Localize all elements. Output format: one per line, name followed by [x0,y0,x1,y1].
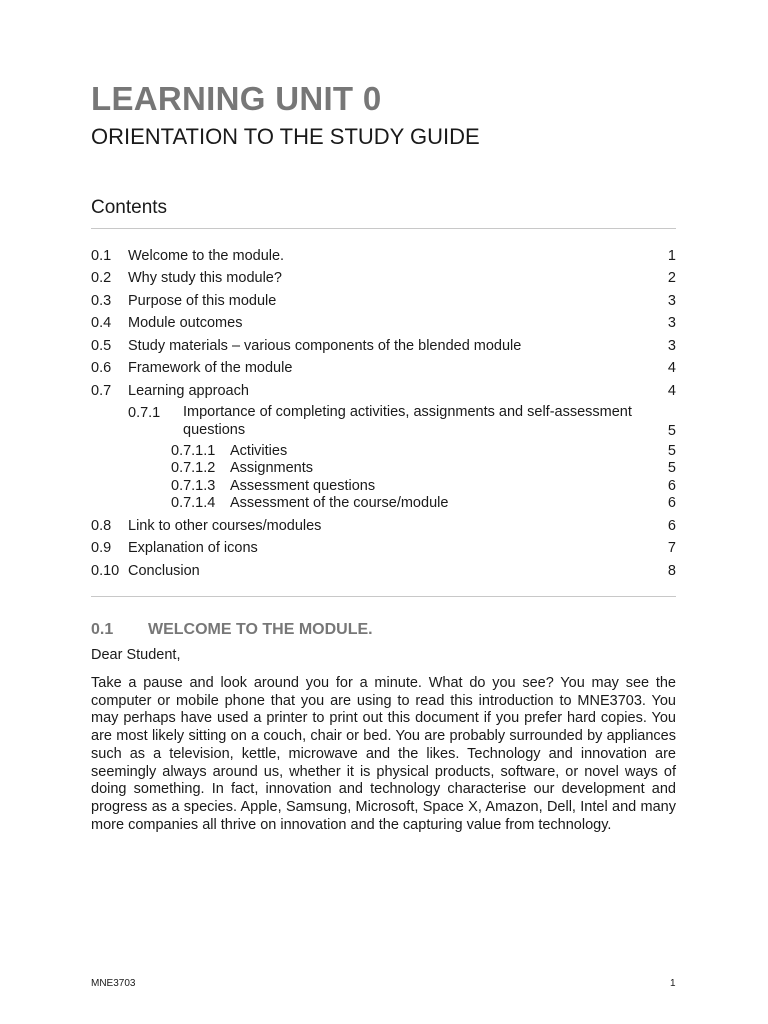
salutation: Dear Student, [91,647,181,663]
toc-entry-title: Importance of completing activities, assignments and self-assessment questions [183,404,632,438]
toc-entry-title: Assignments [230,460,314,476]
toc-entry-0-7-1-4[interactable] [91,493,676,513]
toc-entry-0-9[interactable] [91,538,676,558]
toc-entry-number: 0.3 [91,293,112,309]
contents-heading: Contents [91,197,168,218]
section-number: 0.1 [91,621,114,638]
toc-entry-page: 2 [667,270,676,286]
toc-entry-0-7-1[interactable] [91,403,676,441]
toc-entry-0-10[interactable] [91,561,676,581]
toc-entry-number: 0.7 [91,383,112,399]
toc-entry-number: 0.5 [91,338,112,354]
toc-entry-number: 0.10 [91,563,120,579]
footer-module-code: MNE3703 [91,978,136,989]
toc-entry-page: 8 [667,563,676,579]
toc-entry-number: 0.7.1.4 [171,495,216,511]
toc-entry-0-4[interactable] [91,313,676,333]
toc-entry-0-1[interactable] [91,246,676,266]
toc-entry-title: Module outcomes [128,315,243,331]
toc-entry-number: 0.4 [91,315,112,331]
toc-entry-title: Why study this module? [128,270,282,286]
toc-entry-page: 3 [667,338,676,354]
contents-top-divider [91,228,676,229]
toc-entry-title: Assessment of the course/module [230,495,449,511]
footer-page-number: 1 [670,978,676,989]
toc-entry-number: 0.7.1 [128,405,161,421]
toc-entry-page: 5 [667,443,676,459]
toc-entry-title: Conclusion [128,563,200,579]
toc-entry-title: Activities [230,443,288,459]
toc-entry-0-2[interactable] [91,268,676,288]
toc-entry-page: 3 [667,293,676,309]
toc-entry-page: 1 [667,248,676,264]
toc-entry-number: 0.2 [91,270,112,286]
toc-entry-0-3[interactable] [91,291,676,311]
toc-entry-title: Link to other courses/modules [128,518,322,534]
toc-entry-page: 7 [667,540,676,556]
toc-entry-0-5[interactable] [91,336,676,356]
toc-entry-page: 6 [667,518,676,534]
toc-entry-title: Explanation of icons [128,540,258,556]
toc-entry-number: 0.7.1.1 [171,443,216,459]
contents-bottom-divider [91,596,676,597]
toc-entry-number: 0.8 [91,518,112,534]
toc-entry-number: 0.1 [91,248,112,264]
unit-title: LEARNING UNIT 0 [91,80,382,117]
toc-entry-0-7-1-2[interactable] [91,458,676,478]
toc-entry-page: 5 [667,460,676,476]
toc-entry-title: Study materials – various components of the blended module [128,338,522,354]
toc-entry-page: 6 [667,495,676,511]
toc-entry-number: 0.7.1.2 [171,460,216,476]
toc-entry-page: 4 [667,360,676,376]
toc-entry-page: 3 [667,315,676,331]
toc-entry-number: 0.9 [91,540,112,556]
section-title: WELCOME TO THE MODULE. [148,621,373,638]
toc-entry-0-6[interactable] [91,358,676,378]
toc-entry-title: Learning approach [128,383,249,399]
toc-entry-title: Framework of the module [128,360,293,376]
body-paragraph: Take a pause and look around you for a minute. What do you see? You may see the computer or mobile phone that you are using to read this introduction to MNE3703. You may perhaps have used a printer to print out this document if you prefer hard copies. You are most likely sitting on a couch, chair or bed. You are probably surrounded by appliances such as a television, kettle, microwave and the likes. Technology and innovation are seemingly always around us, whether it is physical products, software, or novel ways of doing something. In fact, innovation and technology characterise our development and progress as a species. Apple, Samsung, Microsoft, Space X, Amazon, Dell, Intel and many more companies all thrive on innovation and the capturing value from technology. [91,675,676,833]
toc-entry-title: Assessment questions [230,478,376,494]
toc-entry-page: 5 [667,423,676,439]
toc-entry-number: 0.6 [91,360,112,376]
toc-entry-title: Welcome to the module. [128,248,285,264]
toc-entry-number: 0.7.1.3 [171,478,216,494]
unit-subtitle: ORIENTATION TO THE STUDY GUIDE [91,124,480,149]
toc-entry-title: Purpose of this module [128,293,277,309]
toc-entry-0-7[interactable] [91,381,676,401]
toc-entry-page: 4 [667,383,676,399]
toc-entry-page: 6 [667,478,676,494]
toc-entry-0-8[interactable] [91,516,676,536]
